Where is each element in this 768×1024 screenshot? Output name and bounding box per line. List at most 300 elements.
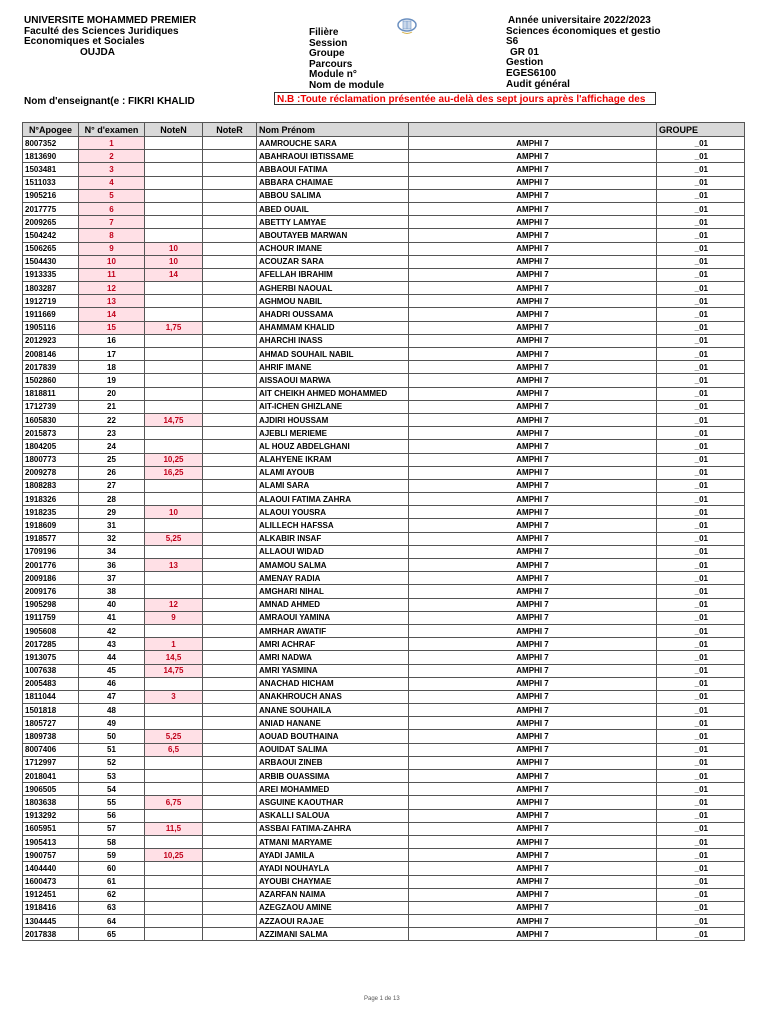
table-row bbox=[23, 849, 745, 862]
cell-apogee: 2009186 bbox=[23, 572, 79, 585]
cell-note-n bbox=[145, 875, 203, 888]
cell-group: _01 bbox=[657, 374, 745, 387]
cell-room: AMPHI 7 bbox=[409, 690, 657, 703]
cell-room: AMPHI 7 bbox=[409, 888, 657, 901]
cell-note-r bbox=[203, 295, 257, 308]
cell-note-n bbox=[145, 348, 203, 361]
cell-group: _01 bbox=[657, 519, 745, 532]
cell-note-n bbox=[145, 545, 203, 558]
cell-note-n bbox=[145, 189, 203, 202]
cell-exam-number: 34 bbox=[79, 545, 145, 558]
cell-room: AMPHI 7 bbox=[409, 163, 657, 176]
cell-exam-number: 24 bbox=[79, 440, 145, 453]
cell-room: AMPHI 7 bbox=[409, 822, 657, 835]
cell-exam-number: 9 bbox=[79, 242, 145, 255]
cell-note-n bbox=[145, 308, 203, 321]
table-row bbox=[23, 453, 745, 466]
cell-apogee: 2017838 bbox=[23, 928, 79, 941]
cell-group: _01 bbox=[657, 282, 745, 295]
cell-name: AIT CHEIKH AHMED MOHAMMED bbox=[257, 387, 409, 400]
cell-note-r bbox=[203, 545, 257, 558]
cell-apogee: 1803638 bbox=[23, 796, 79, 809]
cell-note-n: 1 bbox=[145, 638, 203, 651]
cell-name: ANANE SOUHAILA bbox=[257, 704, 409, 717]
cell-apogee: 1809738 bbox=[23, 730, 79, 743]
cell-note-n bbox=[145, 479, 203, 492]
cell-note-n: 10 bbox=[145, 506, 203, 519]
cell-exam-number: 45 bbox=[79, 664, 145, 677]
cell-name: ATMANI MARYAME bbox=[257, 835, 409, 848]
table-row bbox=[23, 216, 745, 229]
cell-note-n bbox=[145, 176, 203, 189]
cell-note-n bbox=[145, 334, 203, 347]
value-nom-module: Audit général bbox=[506, 78, 570, 90]
col-note-r: NoteR bbox=[203, 123, 257, 137]
cell-group: _01 bbox=[657, 651, 745, 664]
cell-name: AHMAD SOUHAIL NABIL bbox=[257, 348, 409, 361]
cell-apogee: 2009176 bbox=[23, 585, 79, 598]
cell-group: _01 bbox=[657, 770, 745, 783]
cell-note-r bbox=[203, 176, 257, 189]
cell-name: ASSBAI FATIMA-ZAHRA bbox=[257, 822, 409, 835]
table-row bbox=[23, 519, 745, 532]
cell-apogee: 1504242 bbox=[23, 229, 79, 242]
cell-room: AMPHI 7 bbox=[409, 361, 657, 374]
table-row bbox=[23, 809, 745, 822]
cell-apogee: 1712739 bbox=[23, 400, 79, 413]
cell-exam-number: 46 bbox=[79, 677, 145, 690]
cell-group: _01 bbox=[657, 466, 745, 479]
value-parcours: Gestion bbox=[506, 57, 544, 69]
table-row bbox=[23, 334, 745, 347]
cell-note-n: 5,25 bbox=[145, 532, 203, 545]
cell-room: AMPHI 7 bbox=[409, 901, 657, 914]
cell-group: _01 bbox=[657, 321, 745, 334]
table-row bbox=[23, 229, 745, 242]
cell-exam-number: 37 bbox=[79, 572, 145, 585]
cell-note-r bbox=[203, 400, 257, 413]
cell-group: _01 bbox=[657, 796, 745, 809]
cell-note-n: 9 bbox=[145, 611, 203, 624]
cell-room: AMPHI 7 bbox=[409, 229, 657, 242]
cell-name: AHARCHI INASS bbox=[257, 334, 409, 347]
cell-group: _01 bbox=[657, 690, 745, 703]
cell-name: ABETTY LAMYAE bbox=[257, 216, 409, 229]
cell-note-r bbox=[203, 282, 257, 295]
cell-exam-number: 4 bbox=[79, 176, 145, 189]
cell-group: _01 bbox=[657, 638, 745, 651]
cell-apogee: 1913075 bbox=[23, 651, 79, 664]
cell-name: ABED OUAIL bbox=[257, 202, 409, 215]
cell-note-n bbox=[145, 915, 203, 928]
table-row bbox=[23, 822, 745, 835]
cell-note-n bbox=[145, 585, 203, 598]
cell-note-n bbox=[145, 295, 203, 308]
cell-room: AMPHI 7 bbox=[409, 651, 657, 664]
cell-apogee: 1800773 bbox=[23, 453, 79, 466]
cell-apogee: 1912719 bbox=[23, 295, 79, 308]
cell-room: AMPHI 7 bbox=[409, 756, 657, 769]
table-row bbox=[23, 387, 745, 400]
table-row bbox=[23, 862, 745, 875]
cell-group: _01 bbox=[657, 928, 745, 941]
cell-name: AMRI YASMINA bbox=[257, 664, 409, 677]
cell-note-r bbox=[203, 479, 257, 492]
table-row bbox=[23, 176, 745, 189]
table-row bbox=[23, 189, 745, 202]
cell-note-r bbox=[203, 163, 257, 176]
cell-note-r bbox=[203, 611, 257, 624]
cell-room: AMPHI 7 bbox=[409, 770, 657, 783]
cell-room: AMPHI 7 bbox=[409, 730, 657, 743]
table-row bbox=[23, 928, 745, 941]
cell-room: AMPHI 7 bbox=[409, 862, 657, 875]
table-row bbox=[23, 730, 745, 743]
col-group: GROUPE bbox=[657, 123, 745, 137]
cell-room: AMPHI 7 bbox=[409, 176, 657, 189]
cell-room: AMPHI 7 bbox=[409, 374, 657, 387]
cell-group: _01 bbox=[657, 664, 745, 677]
cell-exam-number: 41 bbox=[79, 611, 145, 624]
cell-note-r bbox=[203, 493, 257, 506]
faculty-line-2: Economiques et Sociales bbox=[24, 36, 145, 48]
module-info-labels bbox=[309, 28, 384, 92]
cell-note-n bbox=[145, 677, 203, 690]
cell-exam-number: 20 bbox=[79, 387, 145, 400]
cell-room: AMPHI 7 bbox=[409, 282, 657, 295]
label-groupe: Groupe bbox=[309, 48, 345, 60]
cell-apogee: 1605951 bbox=[23, 822, 79, 835]
cell-note-r bbox=[203, 730, 257, 743]
cell-note-r bbox=[203, 651, 257, 664]
cell-room: AMPHI 7 bbox=[409, 334, 657, 347]
cell-room: AMPHI 7 bbox=[409, 189, 657, 202]
cell-apogee: 1506265 bbox=[23, 242, 79, 255]
cell-group: _01 bbox=[657, 572, 745, 585]
cell-note-r bbox=[203, 189, 257, 202]
cell-group: _01 bbox=[657, 901, 745, 914]
cell-room: AMPHI 7 bbox=[409, 664, 657, 677]
cell-room: AMPHI 7 bbox=[409, 216, 657, 229]
cell-note-n bbox=[145, 440, 203, 453]
cell-note-r bbox=[203, 572, 257, 585]
cell-group: _01 bbox=[657, 295, 745, 308]
cell-note-n: 3 bbox=[145, 690, 203, 703]
cell-group: _01 bbox=[657, 387, 745, 400]
cell-name: AYADI JAMILA bbox=[257, 849, 409, 862]
cell-note-n bbox=[145, 387, 203, 400]
cell-exam-number: 59 bbox=[79, 849, 145, 862]
cell-apogee: 1905413 bbox=[23, 835, 79, 848]
table-row bbox=[23, 374, 745, 387]
cell-room: AMPHI 7 bbox=[409, 559, 657, 572]
cell-room: AMPHI 7 bbox=[409, 783, 657, 796]
cell-exam-number: 51 bbox=[79, 743, 145, 756]
cell-apogee: 1404440 bbox=[23, 862, 79, 875]
cell-note-n: 10 bbox=[145, 242, 203, 255]
cell-name: AZEGZAOU AMINE bbox=[257, 901, 409, 914]
cell-note-n bbox=[145, 862, 203, 875]
cell-note-r bbox=[203, 677, 257, 690]
cell-note-n: 13 bbox=[145, 559, 203, 572]
cell-group: _01 bbox=[657, 348, 745, 361]
cell-note-r bbox=[203, 137, 257, 150]
cell-exam-number: 53 bbox=[79, 770, 145, 783]
cell-group: _01 bbox=[657, 611, 745, 624]
cell-note-n bbox=[145, 519, 203, 532]
table-row bbox=[23, 348, 745, 361]
cell-apogee: 1905298 bbox=[23, 598, 79, 611]
cell-exam-number: 21 bbox=[79, 400, 145, 413]
cell-exam-number: 5 bbox=[79, 189, 145, 202]
cell-room: AMPHI 7 bbox=[409, 928, 657, 941]
cell-apogee: 2017839 bbox=[23, 361, 79, 374]
academic-year: Année universitaire 2022/2023 bbox=[508, 15, 651, 26]
cell-exam-number: 55 bbox=[79, 796, 145, 809]
cell-apogee: 2015873 bbox=[23, 427, 79, 440]
cell-exam-number: 56 bbox=[79, 809, 145, 822]
cell-name: ACHOUR IMANE bbox=[257, 242, 409, 255]
cell-name: AMRI ACHRAF bbox=[257, 638, 409, 651]
institution-block bbox=[24, 16, 196, 58]
cell-group: _01 bbox=[657, 809, 745, 822]
cell-room: AMPHI 7 bbox=[409, 493, 657, 506]
cell-apogee: 8007352 bbox=[23, 137, 79, 150]
label-module: Module n° bbox=[309, 69, 357, 81]
cell-apogee: 1304445 bbox=[23, 915, 79, 928]
cell-note-n bbox=[145, 888, 203, 901]
cell-apogee: 1805727 bbox=[23, 717, 79, 730]
cell-exam-number: 16 bbox=[79, 334, 145, 347]
cell-group: _01 bbox=[657, 400, 745, 413]
cell-note-n bbox=[145, 493, 203, 506]
table-row bbox=[23, 440, 745, 453]
cell-note-r bbox=[203, 242, 257, 255]
table-row bbox=[23, 717, 745, 730]
cell-name: AZARFAN NAIMA bbox=[257, 888, 409, 901]
cell-group: _01 bbox=[657, 189, 745, 202]
cell-apogee: 1906505 bbox=[23, 783, 79, 796]
cell-name: ALAMI AYOUB bbox=[257, 466, 409, 479]
cell-note-r bbox=[203, 585, 257, 598]
cell-name: AOUIDAT SALIMA bbox=[257, 743, 409, 756]
table-row bbox=[23, 638, 745, 651]
cell-group: _01 bbox=[657, 915, 745, 928]
cell-apogee: 1813690 bbox=[23, 150, 79, 163]
cell-name: ALAOUI FATIMA ZAHRA bbox=[257, 493, 409, 506]
cell-exam-number: 48 bbox=[79, 704, 145, 717]
cell-note-r bbox=[203, 427, 257, 440]
cell-note-r bbox=[203, 229, 257, 242]
cell-group: _01 bbox=[657, 506, 745, 519]
table-row bbox=[23, 242, 745, 255]
cell-room: AMPHI 7 bbox=[409, 453, 657, 466]
cell-exam-number: 1 bbox=[79, 137, 145, 150]
university-name: UNIVERSITE MOHAMMED PREMIER bbox=[24, 15, 197, 26]
cell-room: AMPHI 7 bbox=[409, 400, 657, 413]
cell-name: AIT-ICHEN GHIZLANE bbox=[257, 400, 409, 413]
table-row bbox=[23, 295, 745, 308]
cell-exam-number: 18 bbox=[79, 361, 145, 374]
cell-apogee: 1905216 bbox=[23, 189, 79, 202]
col-name: Nom Prénom bbox=[257, 123, 409, 137]
cell-note-n bbox=[145, 374, 203, 387]
cell-group: _01 bbox=[657, 717, 745, 730]
cell-room: AMPHI 7 bbox=[409, 875, 657, 888]
cell-apogee: 1900757 bbox=[23, 849, 79, 862]
cell-apogee: 1709196 bbox=[23, 545, 79, 558]
cell-room: AMPHI 7 bbox=[409, 295, 657, 308]
cell-name: ABOUTAYEB MARWAN bbox=[257, 229, 409, 242]
cell-note-r bbox=[203, 348, 257, 361]
cell-note-n bbox=[145, 756, 203, 769]
cell-note-n bbox=[145, 163, 203, 176]
label-nom-module: Nom de module bbox=[309, 79, 385, 91]
cell-note-n bbox=[145, 770, 203, 783]
cell-apogee: 2008146 bbox=[23, 348, 79, 361]
cell-name: AYOUBI CHAYMAE bbox=[257, 875, 409, 888]
cell-apogee: 1804205 bbox=[23, 440, 79, 453]
cell-exam-number: 43 bbox=[79, 638, 145, 651]
cell-name: AREI MOHAMMED bbox=[257, 783, 409, 796]
cell-exam-number: 7 bbox=[79, 216, 145, 229]
cell-name: AMNAD AHMED bbox=[257, 598, 409, 611]
cell-note-r bbox=[203, 875, 257, 888]
cell-group: _01 bbox=[657, 875, 745, 888]
cell-apogee: 1905608 bbox=[23, 624, 79, 637]
table-row bbox=[23, 677, 745, 690]
table-row bbox=[23, 255, 745, 268]
cell-group: _01 bbox=[657, 624, 745, 637]
cell-apogee: 1712997 bbox=[23, 756, 79, 769]
cell-group: _01 bbox=[657, 216, 745, 229]
table-row bbox=[23, 413, 745, 426]
cell-exam-number: 3 bbox=[79, 163, 145, 176]
table-row bbox=[23, 611, 745, 624]
cell-exam-number: 61 bbox=[79, 875, 145, 888]
cell-note-r bbox=[203, 809, 257, 822]
cell-room: AMPHI 7 bbox=[409, 677, 657, 690]
cell-room: AMPHI 7 bbox=[409, 242, 657, 255]
cell-apogee: 1503481 bbox=[23, 163, 79, 176]
cell-name: AMENAY RADIA bbox=[257, 572, 409, 585]
cell-name: ALAHYENE IKRAM bbox=[257, 453, 409, 466]
cell-group: _01 bbox=[657, 163, 745, 176]
cell-apogee: 1803287 bbox=[23, 282, 79, 295]
cell-exam-number: 27 bbox=[79, 479, 145, 492]
cell-apogee: 1600473 bbox=[23, 875, 79, 888]
cell-name: AOUAD BOUTHAINA bbox=[257, 730, 409, 743]
cell-apogee: 1811044 bbox=[23, 690, 79, 703]
cell-note-n: 1,75 bbox=[145, 321, 203, 334]
cell-note-r bbox=[203, 255, 257, 268]
cell-exam-number: 64 bbox=[79, 915, 145, 928]
cell-name: AHADRI OUSSAMA bbox=[257, 308, 409, 321]
cell-group: _01 bbox=[657, 150, 745, 163]
university-logo-icon bbox=[392, 16, 422, 36]
cell-name: ANAKHROUCH ANAS bbox=[257, 690, 409, 703]
cell-name: AMGHARI NIHAL bbox=[257, 585, 409, 598]
cell-note-r bbox=[203, 506, 257, 519]
cell-room: AMPHI 7 bbox=[409, 308, 657, 321]
table-row bbox=[23, 743, 745, 756]
cell-apogee: 2005483 bbox=[23, 677, 79, 690]
cell-name: AMRAOUI YAMINA bbox=[257, 611, 409, 624]
table-row bbox=[23, 466, 745, 479]
cell-note-r bbox=[203, 822, 257, 835]
cell-apogee: 1918577 bbox=[23, 532, 79, 545]
cell-exam-number: 2 bbox=[79, 150, 145, 163]
cell-note-n bbox=[145, 427, 203, 440]
col-apogee: N°Apogee bbox=[23, 123, 79, 137]
cell-name: ABBAOUI FATIMA bbox=[257, 163, 409, 176]
cell-name: ALILLECH HAFSSA bbox=[257, 519, 409, 532]
cell-note-n bbox=[145, 282, 203, 295]
cell-group: _01 bbox=[657, 308, 745, 321]
cell-note-n bbox=[145, 809, 203, 822]
table-row bbox=[23, 532, 745, 545]
cell-note-n: 10 bbox=[145, 255, 203, 268]
table-row bbox=[23, 770, 745, 783]
cell-name: ABAHRAOUI IBTISSAME bbox=[257, 150, 409, 163]
cell-note-n bbox=[145, 229, 203, 242]
value-session: S6 bbox=[506, 36, 519, 48]
cell-name: ALAOUI YOUSRA bbox=[257, 506, 409, 519]
cell-name: AHAMMAM KHALID bbox=[257, 321, 409, 334]
cell-group: _01 bbox=[657, 585, 745, 598]
cell-exam-number: 8 bbox=[79, 229, 145, 242]
cell-exam-number: 65 bbox=[79, 928, 145, 941]
cell-group: _01 bbox=[657, 361, 745, 374]
cell-name: AMRI NADWA bbox=[257, 651, 409, 664]
cell-name: AFELLAH IBRAHIM bbox=[257, 268, 409, 281]
cell-room: AMPHI 7 bbox=[409, 506, 657, 519]
table-row bbox=[23, 268, 745, 281]
cell-note-r bbox=[203, 598, 257, 611]
cell-apogee: 1912451 bbox=[23, 888, 79, 901]
table-row bbox=[23, 624, 745, 637]
cell-note-n: 6,75 bbox=[145, 796, 203, 809]
cell-note-n bbox=[145, 572, 203, 585]
cell-apogee: 1905116 bbox=[23, 321, 79, 334]
cell-name: ANACHAD HICHAM bbox=[257, 677, 409, 690]
cell-room: AMPHI 7 bbox=[409, 268, 657, 281]
cell-group: _01 bbox=[657, 743, 745, 756]
cell-note-r bbox=[203, 519, 257, 532]
cell-note-r bbox=[203, 901, 257, 914]
cell-group: _01 bbox=[657, 545, 745, 558]
cell-group: _01 bbox=[657, 202, 745, 215]
cell-note-n bbox=[145, 150, 203, 163]
cell-note-n bbox=[145, 202, 203, 215]
cell-note-n: 11,5 bbox=[145, 822, 203, 835]
cell-group: _01 bbox=[657, 730, 745, 743]
claim-notice: N.B :Toute réclamation présentée au-delà des sept jours après l'affichage des bbox=[274, 92, 656, 105]
cell-group: _01 bbox=[657, 598, 745, 611]
cell-room: AMPHI 7 bbox=[409, 638, 657, 651]
table-row bbox=[23, 664, 745, 677]
table-row bbox=[23, 493, 745, 506]
cell-exam-number: 50 bbox=[79, 730, 145, 743]
table-row bbox=[23, 875, 745, 888]
cell-note-n bbox=[145, 400, 203, 413]
cell-note-r bbox=[203, 770, 257, 783]
cell-note-n bbox=[145, 783, 203, 796]
cell-note-n: 14,75 bbox=[145, 413, 203, 426]
label-filiere: Filière bbox=[309, 27, 339, 38]
module-info-values bbox=[506, 16, 661, 90]
cell-note-r bbox=[203, 704, 257, 717]
